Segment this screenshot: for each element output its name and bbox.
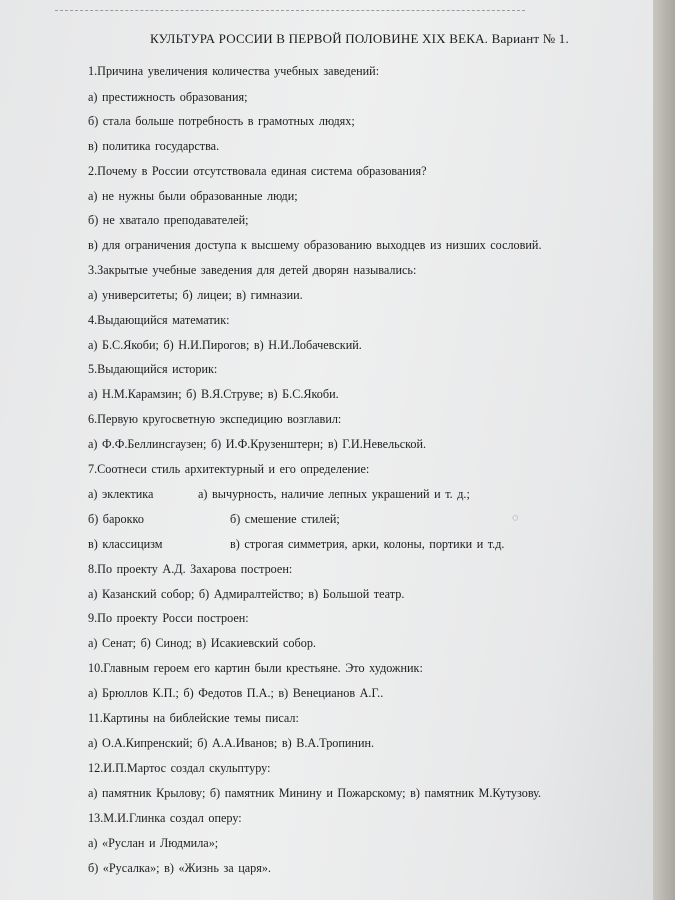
q7-definition-a: а) вычурность, наличие лепных украшений и т. д.; xyxy=(198,487,470,501)
question-7: 7.Соотнеси стиль архитектурный и его определение: xyxy=(88,462,370,476)
q7-style-c: в) классицизм xyxy=(88,537,163,551)
question-2: 2.Почему в России отсутствовала единая система образования? xyxy=(88,164,427,178)
question-10: 10.Главным героем его картин были крестьяне. Это художник: xyxy=(88,661,423,675)
q12-options: а) памятник Крылову; б) памятник Минину и Пожарскому; в) памятник М.Кутузову. xyxy=(88,786,542,800)
q10-options: а) Брюллов К.П.; б) Федотов П.А.; в) Венецианов А.Г.. xyxy=(88,686,384,700)
question-12: 12.И.П.Мартос создал скульптуру: xyxy=(88,761,271,775)
question-1: 1.Причина увеличения количества учебных заведений: xyxy=(88,64,380,78)
q4-options: а) Б.С.Якоби; б) Н.И.Пирогов; в) Н.И.Лобачевский. xyxy=(88,338,362,352)
question-4: 4.Выдающийся математик: xyxy=(88,313,230,327)
q7-definition-c: в) строгая симметрия, арки, колоны, портики и т.д. xyxy=(230,537,505,551)
q2-option-a: а) не нужны были образованные люди; xyxy=(88,189,298,203)
question-3: 3.Закрытые учебные заведения для детей дворян назывались: xyxy=(88,263,417,277)
page-title: КУЛЬТУРА РОССИИ В ПЕРВОЙ ПОЛОВИНЕ XIX ВЕКА. Вариант № 1. xyxy=(150,31,569,46)
q7-style-b: б) барокко xyxy=(88,512,144,526)
pen-mark: ◌ xyxy=(512,512,519,524)
question-8: 8.По проекту А.Д. Захарова построен: xyxy=(88,562,293,576)
question-9: 9.По проекту Росси построен: xyxy=(88,611,249,625)
q8-options: а) Казанский собор; б) Адмиралтейство; в) Большой театр. xyxy=(88,587,405,601)
q13-option-a: а) «Руслан и Людмила»; xyxy=(88,836,219,850)
q7-style-a: а) эклектика xyxy=(88,487,154,501)
q13-option-b-c: б) «Русалка»; в) «Жизнь за царя». xyxy=(88,861,271,875)
question-13: 13.М.И.Глинка создал оперу: xyxy=(88,811,242,825)
top-dashed-rule xyxy=(55,10,525,11)
q9-options: а) Сенат; б) Синод; в) Исакиевский собор. xyxy=(88,636,316,650)
q6-options: а) Ф.Ф.Беллинсгаузен; б) И.Ф.Крузенштерн; в) Г.И.Невельской. xyxy=(88,437,427,451)
question-11: 11.Картины на библейские темы писал: xyxy=(88,711,299,725)
paper-edge-shadow xyxy=(653,0,675,900)
q11-options: а) О.А.Кипренский; б) А.А.Иванов; в) В.А.Тропинин. xyxy=(88,736,375,750)
question-5: 5.Выдающийся историк: xyxy=(88,362,218,376)
q3-options: а) университеты; б) лицеи; в) гимназии. xyxy=(88,288,303,302)
q2-option-b: б) не хватало преподавателей; xyxy=(88,213,249,227)
q5-options: а) Н.М.Карамзин; б) В.Я.Струве; в) Б.С.Якоби. xyxy=(88,387,339,401)
q1-option-c: в) политика государства. xyxy=(88,139,220,153)
q2-option-c: в) для ограничения доступа к высшему образованию выходцев из низших сословий. xyxy=(88,238,542,252)
q1-option-a: а) престижность образования; xyxy=(88,90,248,104)
question-6: 6.Первую кругосветную экспедицию возглавил: xyxy=(88,412,342,426)
q1-option-b: б) стала больше потребность в грамотных людях; xyxy=(88,114,355,128)
q7-definition-b: б) смешение стилей; xyxy=(230,512,340,526)
